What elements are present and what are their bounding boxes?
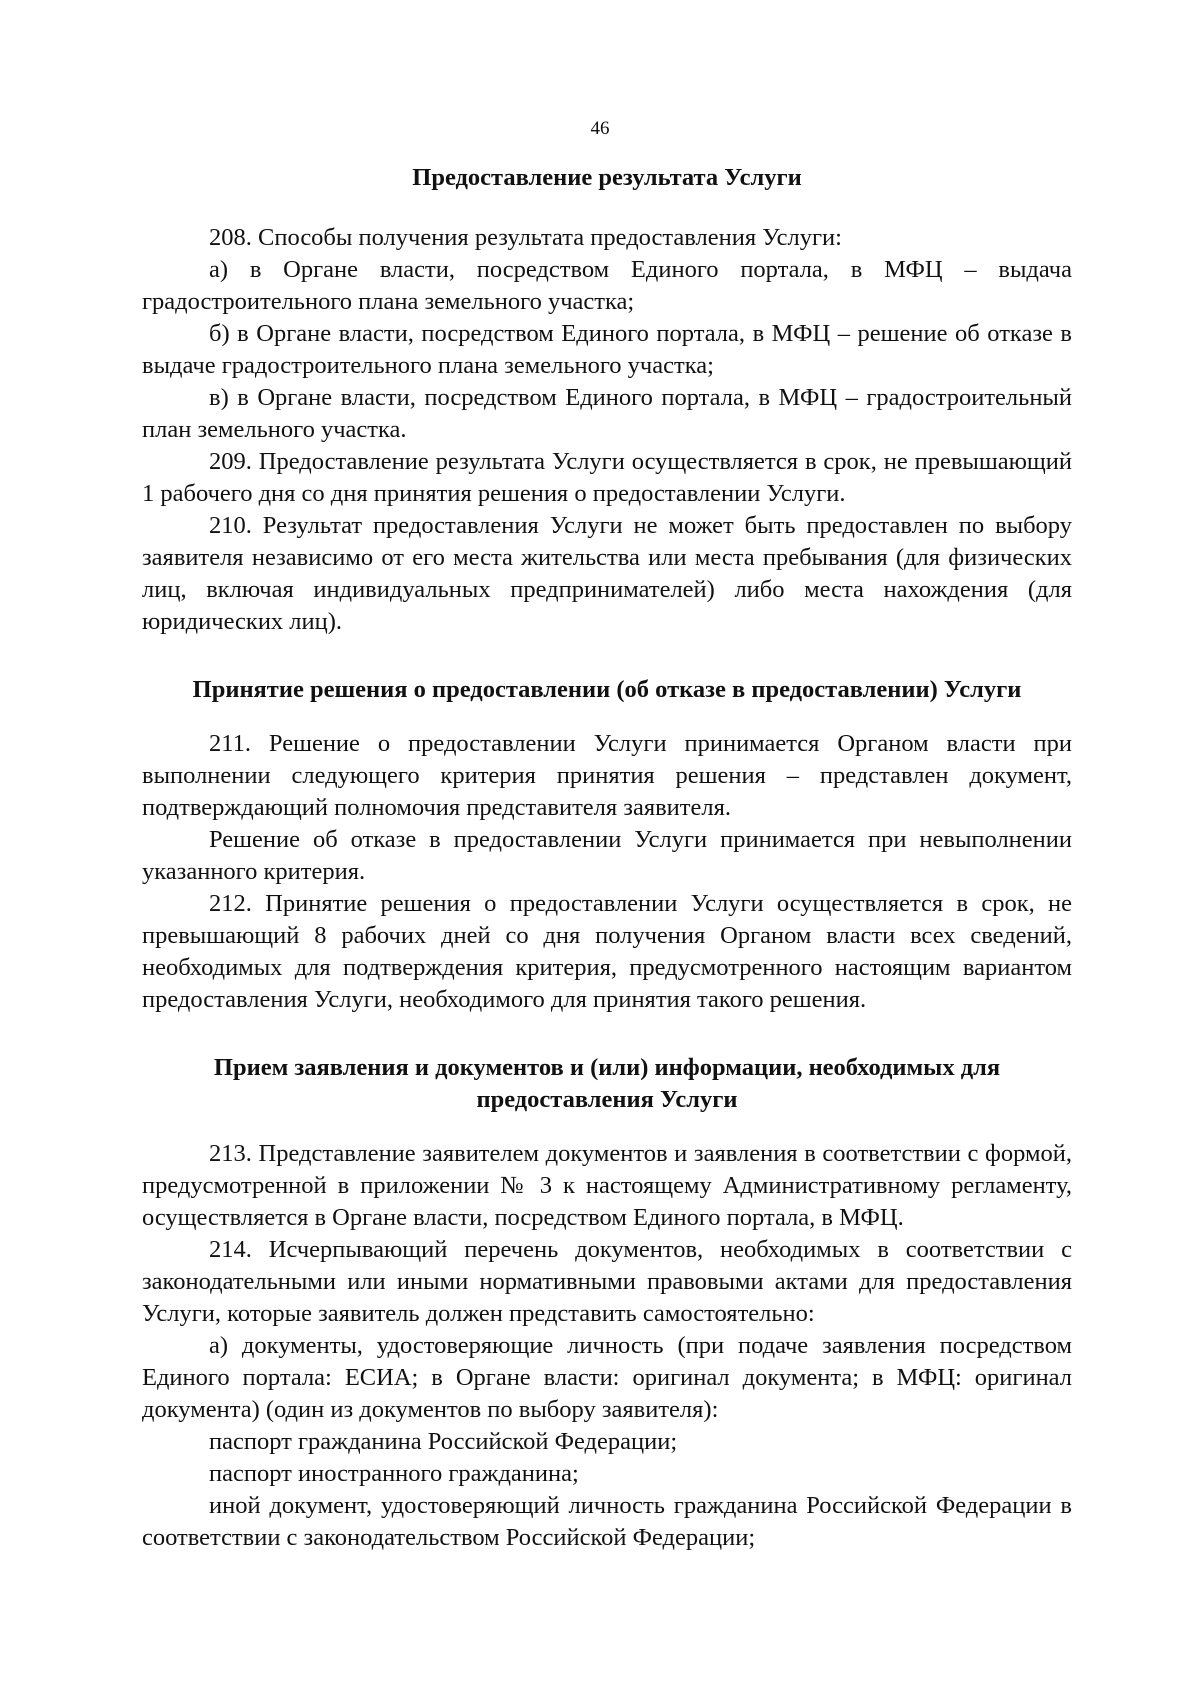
paragraph-214: 214. Исчерпывающий перечень документов, необходимых в соответствии с законодательными или иными нормативными правовыми актами для предоставления Услуги, которые заявитель должен представить самостоятельно: — [142, 1236, 1072, 1327]
section-heading-reception-line1: Прием заявления и документов и (или) информации, необходимых для — [213, 1054, 1001, 1081]
section-heading-decision: Принятие решения о предоставлении (об отказе в предоставлении) Услуги — [192, 676, 1022, 703]
page-number: 46 — [590, 118, 610, 139]
paragraph-208a: а) в Органе власти, посредством Единого портала, в МФЦ – выдача градостроительного плана земельного участка; — [142, 256, 1072, 315]
section-heading-reception-line2: предоставления Услуги — [476, 1086, 738, 1113]
paragraph-210: 210. Результат предоставления Услуги не может быть предоставлен по выбору заявителя независимо от его места жительства или места пребывания (для физических лиц, включая индивидуальных предпринимателей) либо места нахождения (для юридических лиц). — [142, 512, 1072, 635]
list-item-passport-foreign: паспорт иностранного гражданина; — [209, 1460, 579, 1487]
list-item-other-id: иной документ, удостоверяющий личность гражданина Российской Федерации в соответствии с законодательством Российской Федерации; — [142, 1492, 1072, 1551]
paragraph-213: 213. Представление заявителем документов и заявления в соответствии с формой, предусмотренной в приложении № 3 к настоящему Административному регламенту, осуществляется в Органе власти, посредством Единого портала, в МФЦ. — [142, 1140, 1072, 1231]
paragraph-211: 211. Решение о предоставлении Услуги принимается Органом власти при выполнении следующего критерия принятия решения – представлен документ, подтверждающий полномочия представителя заявителя. — [142, 730, 1072, 821]
paragraph-209: 209. Предоставление результата Услуги осуществляется в срок, не превышающий 1 рабочего дня со дня принятия решения о предоставлении Услуги. — [142, 448, 1072, 507]
paragraph-208: 208. Способы получения результата предоставления Услуги: — [209, 224, 842, 251]
paragraph-211-refusal: Решение об отказе в предоставлении Услуги принимается при невыполнении указанного критерия. — [142, 826, 1072, 885]
list-item-passport-rf: паспорт гражданина Российской Федерации; — [209, 1428, 678, 1455]
document-body — [142, 162, 1072, 1554]
paragraph-208b: б) в Органе власти, посредством Единого портала, в МФЦ – решение об отказе в выдаче градостроительного плана земельного участка; — [142, 320, 1072, 379]
paragraph-208c: в) в Органе власти, посредством Единого портала, в МФЦ – градостроительный план земельного участка. — [142, 384, 1072, 443]
section-heading-reception — [142, 1052, 1072, 1116]
paragraph-212: 212. Принятие решения о предоставлении Услуги осуществляется в срок, не превышающий 8 рабочих дней со дня получения Органом власти всех сведений, необходимых для подтверждения критерия, предусмотренного настоящим вариантом предоставления Услуги, необходимого для принятия такого решения. — [142, 890, 1072, 1013]
section-heading-result: Предоставление результата Услуги — [412, 164, 802, 191]
paragraph-214a: а) документы, удостоверяющие личность (при подаче заявления посредством Единого портала: ЕСИА; в Органе власти: оригинал документа; в МФЦ: оригинал документа) (один из документов по выбору заявителя): — [142, 1332, 1072, 1423]
